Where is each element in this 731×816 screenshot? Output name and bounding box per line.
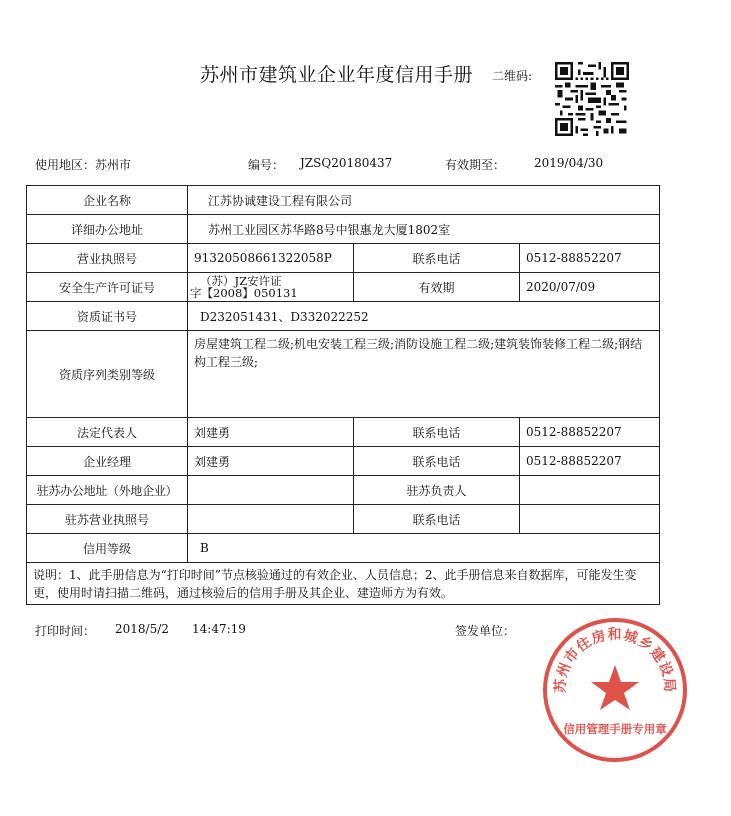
document-title: 苏州市建筑业企业年度信用手册 xyxy=(200,64,474,86)
valid-until-value: 2019/04/30 xyxy=(534,156,604,170)
legal-rep-label: 法定代表人 xyxy=(27,418,188,447)
company-name-value: 江苏协诚建设工程有限公司 xyxy=(188,186,660,215)
suzhou-license-value xyxy=(188,505,354,534)
phone-value: 0512-88852207 xyxy=(520,244,660,273)
table-row xyxy=(27,505,660,534)
legal-rep-value: 刘建勇 xyxy=(188,418,354,447)
suzhou-license-label: 驻苏营业执照号 xyxy=(27,505,188,534)
print-time-label: 打印时间： xyxy=(35,624,96,638)
business-license-value: 91320508661322058P xyxy=(188,244,354,273)
manager-value: 刘建勇 xyxy=(188,447,354,476)
address-value: 苏州工业园区苏华路8号中银惠龙大厦1802室 xyxy=(188,215,660,244)
notes-text: 说明：1、此手册信息为“打印时间”节点核验通过的有效企业、人员信息；2、此手册信息来自数据库，可能发生变更，使用时请扫描二维码，通过核验后的信用手册及其企业、建造师方为有效。 xyxy=(27,563,660,605)
table-row xyxy=(27,447,660,476)
qualification-cert-label: 资质证书号 xyxy=(27,302,188,331)
manager-phone-value: 0512-88852207 xyxy=(520,447,660,476)
address-label: 详细办公地址 xyxy=(27,215,188,244)
table-row xyxy=(27,244,660,273)
table-row xyxy=(27,331,660,418)
credit-info-table xyxy=(26,185,660,605)
manager-phone-label: 联系电话 xyxy=(354,447,520,476)
print-time: 14:47:19 xyxy=(192,622,246,636)
seal-bottom-text: 信用管理手册专用章 xyxy=(563,722,667,736)
safety-permit-line1: （苏）JZ安许证 xyxy=(200,274,282,288)
official-seal xyxy=(540,615,690,765)
business-license-label: 营业执照号 xyxy=(27,244,188,273)
qr-code-label: 二维码: xyxy=(492,69,533,83)
qr-code-image[interactable] xyxy=(555,62,629,136)
valid-until-label: 有效期至： xyxy=(445,158,506,172)
legal-phone-label: 联系电话 xyxy=(354,418,520,447)
table-row xyxy=(27,273,660,302)
company-name-label: 企业名称 xyxy=(27,186,188,215)
credit-level-value: B xyxy=(188,534,660,563)
seal-arc-text: 苏州市住房和城乡建设局 xyxy=(552,627,678,694)
usage-area: 使用地区：苏州市 xyxy=(35,158,132,172)
star-icon xyxy=(591,665,639,710)
safety-permit-line2: 字【2008】050131 xyxy=(190,286,298,300)
validity-value: 2020/07/09 xyxy=(520,273,660,302)
number-value: JZSQ20180437 xyxy=(300,156,393,170)
table-row xyxy=(27,215,660,244)
suzhou-phone-value xyxy=(520,505,660,534)
safety-permit-label: 安全生产许可证号 xyxy=(27,273,188,302)
suzhou-phone-label: 联系电话 xyxy=(354,505,520,534)
table-row xyxy=(27,302,660,331)
suzhou-head-label: 驻苏负责人 xyxy=(354,476,520,505)
manager-label: 企业经理 xyxy=(27,447,188,476)
suzhou-office-label: 驻苏办公地址（外地企业） xyxy=(27,476,188,505)
number-label: 编号： xyxy=(248,158,285,172)
table-row xyxy=(27,563,660,605)
print-date: 2018/5/2 xyxy=(115,622,169,636)
credit-level-label: 信用等级 xyxy=(27,534,188,563)
qualification-cert-value: D232051431、D332022252 xyxy=(188,302,660,331)
qualification-grade-value: 房屋建筑工程二级;机电安装工程三级;消防设施工程二级;建筑装饰装修工程二级;钢结构工程三级; xyxy=(188,331,660,418)
table-row xyxy=(27,186,660,215)
suzhou-head-value xyxy=(520,476,660,505)
qualification-grade-label: 资质序列类别等级 xyxy=(27,331,188,418)
suzhou-office-value xyxy=(188,476,354,505)
issuer-label: 签发单位： xyxy=(455,624,516,638)
legal-phone-value: 0512-88852207 xyxy=(520,418,660,447)
phone-label: 联系电话 xyxy=(354,244,520,273)
table-row xyxy=(27,476,660,505)
table-row xyxy=(27,418,660,447)
validity-label: 有效期 xyxy=(354,273,520,302)
table-row xyxy=(27,534,660,563)
safety-permit-value xyxy=(188,273,354,302)
